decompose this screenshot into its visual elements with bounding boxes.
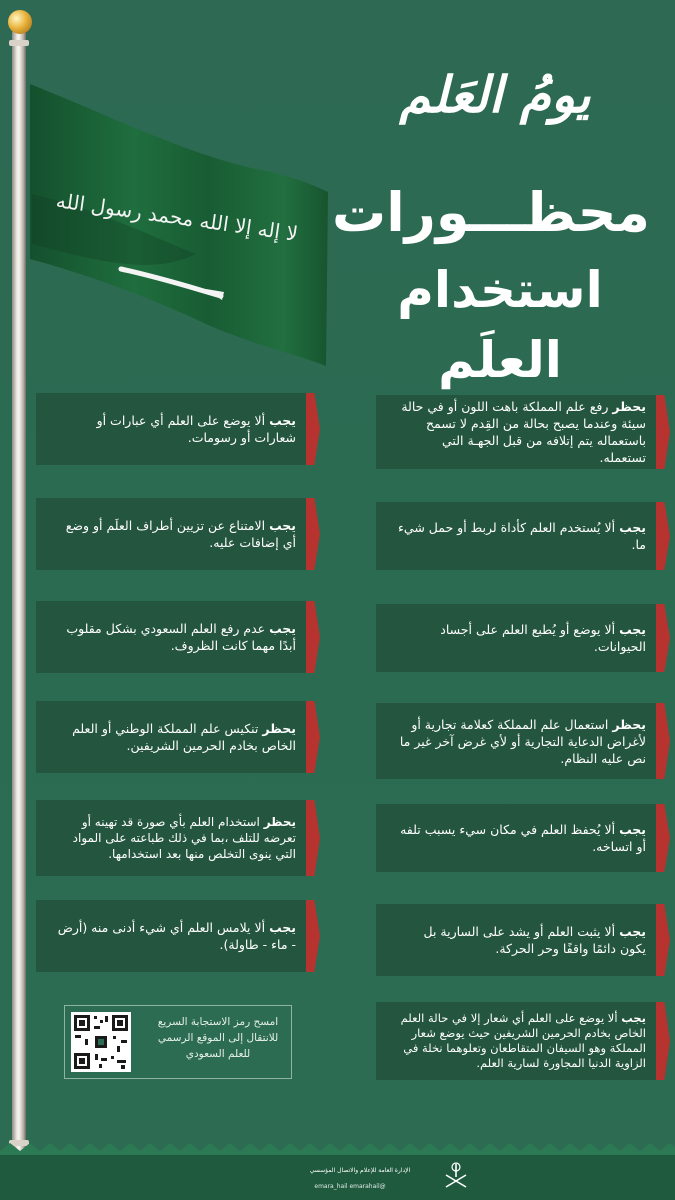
rule-keyword: يحظر bbox=[612, 716, 646, 732]
rule-left-1 bbox=[36, 393, 306, 465]
rule-left-4 bbox=[36, 701, 306, 773]
page-title-line1: محظـــورات bbox=[331, 181, 650, 244]
rule-keyword: يجب bbox=[621, 1011, 646, 1025]
rule-text: ألا يُستخدم العلم كأداة لربط أو حمل شيء ما. bbox=[398, 520, 646, 552]
rule-text: تنكيس علم المملكة الوطني أو العلم الخاص بخادم الحرمين الشريفين. bbox=[72, 721, 296, 753]
rule-keyword: يحظر bbox=[262, 721, 296, 736]
saudi-flag bbox=[26, 84, 336, 374]
rule-text: ألا يوضع على العلم أي شعار إلا في حالة العلم الخاص بخادم الحرمين الشريفين حيث يوضع شعار المملكة وهو السيفان المتقاطعان وتعلوهما نخلة في الزاوية الدنيا المجاورة لسارية العلم. bbox=[400, 1011, 646, 1070]
rule-right-7 bbox=[376, 1002, 656, 1080]
rule-keyword: يجب bbox=[269, 518, 296, 533]
pole-cap bbox=[8, 10, 32, 34]
rule-keyword: يجب bbox=[619, 924, 646, 939]
rule-text: رفع علم المملكة باهت اللون أو في حالة سيئة وعندما يصبح بحالة من القِدم لا تسمح باستعماله يتم إتلافه من قبل الجهـة التي تستعمله. bbox=[401, 399, 646, 465]
rule-keyword: يجب bbox=[269, 413, 296, 428]
rule-right-4 bbox=[376, 703, 656, 779]
rule-keyword: يجب bbox=[619, 622, 646, 637]
rule-text: ألا يثبت العلم أو يشد على السارية بل يكون دائمًا واقفًا وحر الحركة. bbox=[423, 924, 646, 956]
rule-left-6 bbox=[36, 900, 306, 972]
qr-instructions: امسح رمز الاستجابة السريع للانتقال إلى الموقع الرسمي للعلم السعودي bbox=[157, 1016, 279, 1060]
rule-keyword: يحظر bbox=[263, 815, 296, 829]
rule-keyword: يجب bbox=[619, 520, 646, 535]
day-title: يومُ العَلم bbox=[399, 65, 591, 124]
rule-text: عدم رفع العلم السعودي بشكل مقلوب أبدًا مهما كانت الظروف. bbox=[66, 621, 296, 653]
footer-org: الإدارة العامة للإعلام والاتصال المؤسسي bbox=[309, 1167, 411, 1174]
rule-left-2 bbox=[36, 498, 306, 570]
rule-text: ألا يُحفظ العلم في مكان سيء يسبب تلفه أو اتساخه. bbox=[400, 822, 646, 854]
rule-left-5 bbox=[36, 800, 306, 876]
rule-keyword: يجب bbox=[619, 822, 646, 837]
qr-code[interactable] bbox=[71, 1012, 131, 1072]
rule-right-3 bbox=[376, 604, 656, 672]
rule-right-6 bbox=[376, 904, 656, 976]
rule-text: استخدام العلم بأي صورة قد تهينه أو تعرضه للتلف ،بما في ذلك طباعته على المواد التي ينوى التخلص منها بعد استخدامها. bbox=[72, 815, 296, 861]
rule-text: ألا يوضع أو يُطبع العلم على أجساد الحيوانات. bbox=[440, 622, 646, 654]
rule-right-1 bbox=[376, 395, 656, 469]
qr-section bbox=[64, 1005, 292, 1079]
pole-ring-top bbox=[9, 40, 29, 46]
rule-right-2 bbox=[376, 502, 656, 570]
rule-text: استعمال علم المملكة كعلامة تجارية أو لأغراض الدعاية التجارية أو لأي غرض آخر غير ما نص عليه النظام. bbox=[399, 716, 646, 766]
rule-text: ألا يلامس العلم أي شيء أدنى منه (أرض - ماء - طاولة). bbox=[57, 920, 296, 952]
footer-band bbox=[0, 1151, 675, 1200]
rule-text: ألا يوضع على العلم أي عبارات أو شعارات أو رسومات. bbox=[96, 413, 296, 445]
emblem-icon bbox=[440, 1161, 472, 1193]
footer-handles[interactable]: @emara_hail emarahail bbox=[314, 1183, 386, 1190]
rule-right-5 bbox=[376, 804, 656, 872]
rule-keyword: يحظر bbox=[612, 399, 646, 414]
rule-keyword: يجب bbox=[269, 621, 296, 636]
rule-keyword: يجب bbox=[269, 920, 296, 935]
flag-pole bbox=[12, 30, 26, 1155]
rule-text: الامتناع عن تزيين أطراف العلَم أو وضع أي إضافات عليه. bbox=[65, 518, 296, 550]
page-title-line2: استخدام العلَم bbox=[397, 261, 603, 389]
rule-left-3 bbox=[36, 601, 306, 673]
flag-shahada: لا إله إلا الله محمد رسول الله bbox=[54, 188, 300, 246]
